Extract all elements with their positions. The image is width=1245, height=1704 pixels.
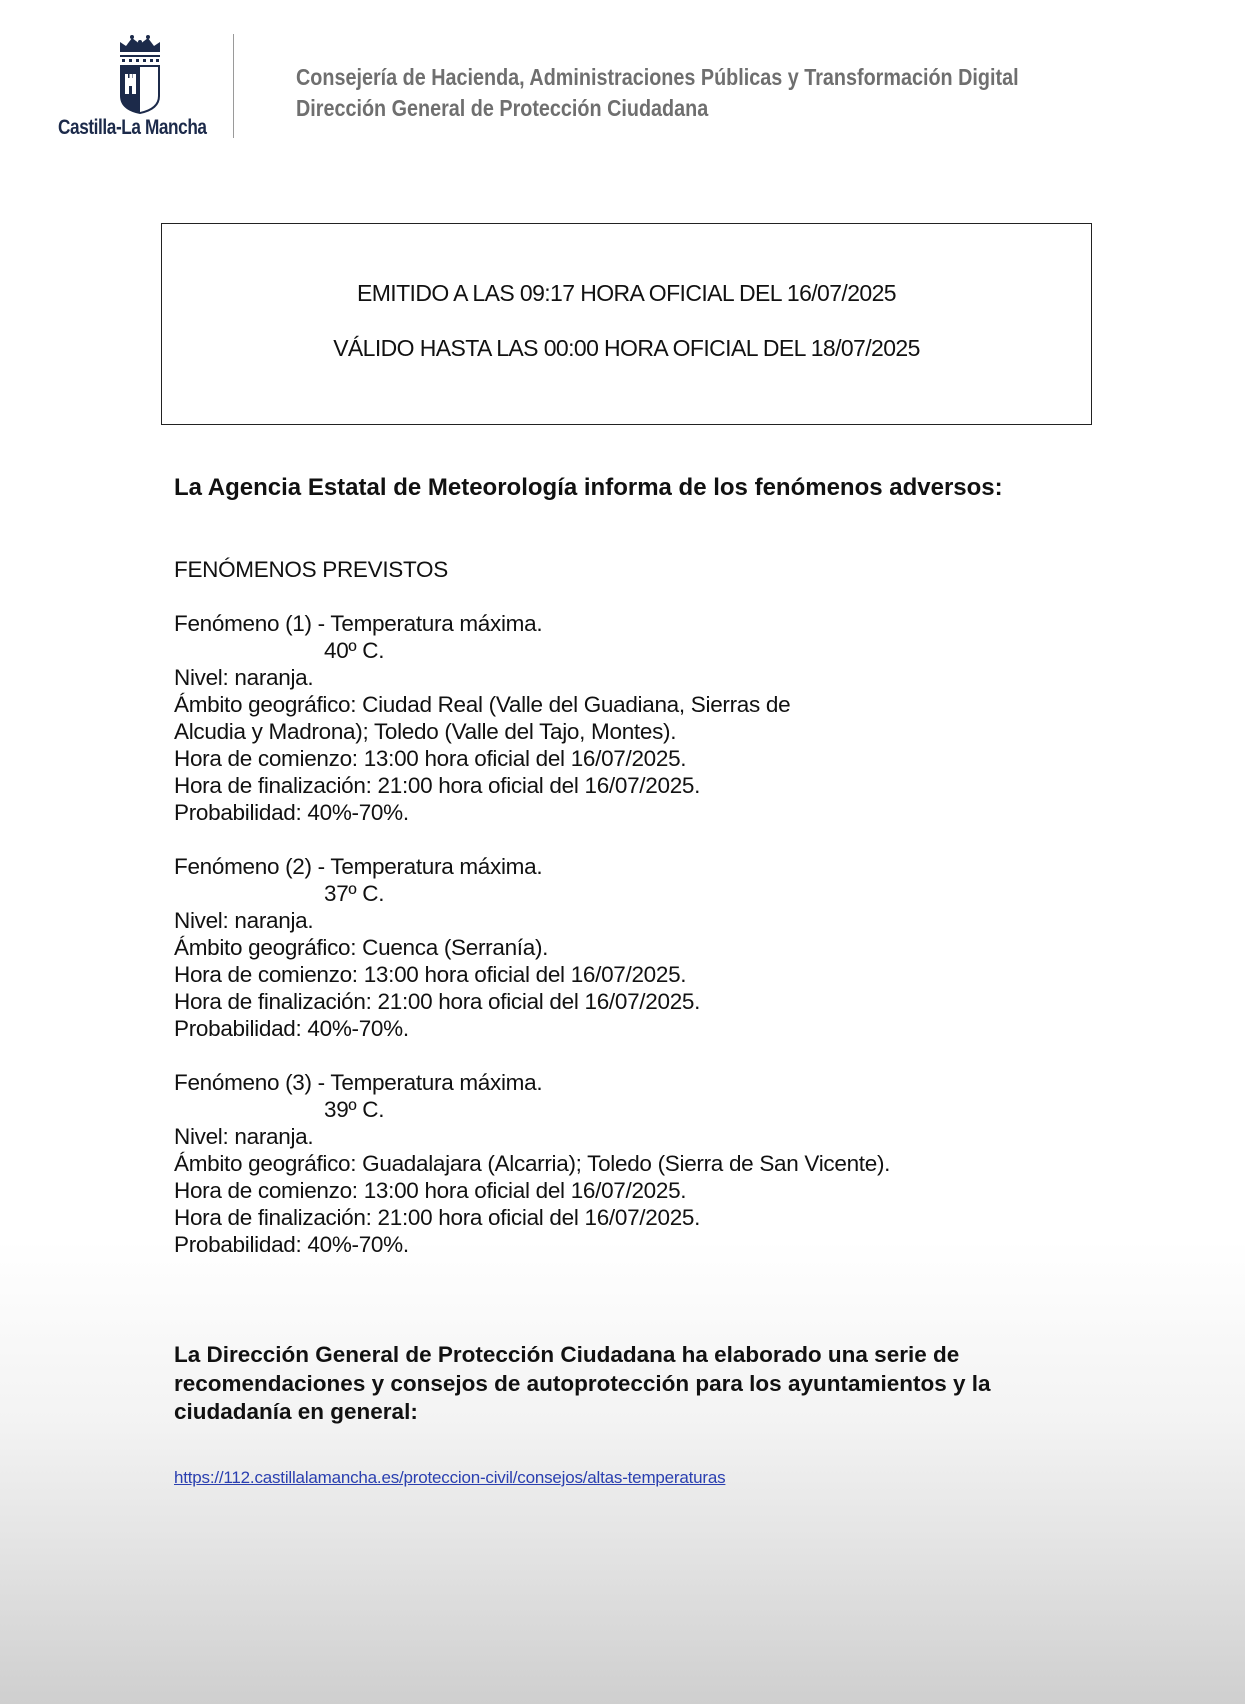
phenomenon-2 xyxy=(174,853,890,1042)
phenomenon-level: Nivel: naranja. xyxy=(174,665,314,690)
directorate-name: Dirección General de Protección Ciudadana xyxy=(296,95,709,121)
phenomenon-probability: Probabilidad: 40%-70%. xyxy=(174,800,409,825)
phenomenon-start: Hora de comienzo: 13:00 hora oficial del 16/07/2025. xyxy=(174,1178,687,1203)
recommendations-line: recomendaciones y consejos de autoprotección para los ayuntamientos y la xyxy=(174,1370,991,1396)
phenomenon-level: Nivel: naranja. xyxy=(174,908,314,933)
phenomenon-start: Hora de comienzo: 13:00 hora oficial del 16/07/2025. xyxy=(174,962,687,987)
phenomenon-title: Fenómeno (1) - Temperatura máxima. xyxy=(174,611,543,636)
emitted-time: EMITIDO A LAS 09:17 HORA OFICIAL DEL 16/07/2025 xyxy=(357,280,896,306)
forecast-title: FENÓMENOS PREVISTOS xyxy=(174,557,448,582)
recommendations-line: ciudadanía en general: xyxy=(174,1399,418,1424)
spacer xyxy=(174,826,890,853)
phenomenon-end: Hora de finalización: 21:00 hora oficial del 16/07/2025. xyxy=(174,1205,701,1230)
phenomenon-value: 37º C. xyxy=(324,881,385,906)
phenomenon-probability: Probabilidad: 40%-70%. xyxy=(174,1232,409,1257)
phenomenon-area: Ámbito geográfico: Ciudad Real (Valle del Guadiana, Sierras de xyxy=(174,692,791,717)
phenomenon-3 xyxy=(174,1069,890,1258)
phenomenon-start: Hora de comienzo: 13:00 hora oficial del 16/07/2025. xyxy=(174,746,687,771)
recommendations-link[interactable]: https://112.castillalamancha.es/proteccion-civil/consejos/altas-temperaturas xyxy=(174,1468,726,1487)
phenomenon-probability: Probabilidad: 40%-70%. xyxy=(174,1016,409,1041)
phenomenon-end: Hora de finalización: 21:00 hora oficial del 16/07/2025. xyxy=(174,773,701,798)
phenomenon-1 xyxy=(174,610,890,826)
recommendations-paragraph xyxy=(174,1341,991,1427)
recommendations-line: La Dirección General de Protección Ciudadana ha elaborado una serie de xyxy=(174,1342,960,1367)
issue-box xyxy=(161,223,1092,425)
logo-wordmark: Castilla-La Mancha xyxy=(58,116,207,139)
castle-crown-emblem-icon xyxy=(116,34,164,116)
phenomenon-value: 40º C. xyxy=(324,638,385,663)
spacer xyxy=(174,1042,890,1069)
castilla-la-mancha-logo xyxy=(58,34,228,144)
valid-until: VÁLIDO HASTA LAS 00:00 HORA OFICIAL DEL 18/07/2025 xyxy=(333,335,920,361)
phenomenon-value: 39º C. xyxy=(324,1097,385,1122)
phenomenon-end: Hora de finalización: 21:00 hora oficial del 16/07/2025. xyxy=(174,989,701,1014)
phenomenon-title: Fenómeno (3) - Temperatura máxima. xyxy=(174,1070,543,1095)
phenomenon-level: Nivel: naranja. xyxy=(174,1124,314,1149)
aemet-intro: La Agencia Estatal de Meteorología informa de los fenómenos adversos: xyxy=(174,474,1003,501)
phenomenon-area: Ámbito geográfico: Cuenca (Serranía). xyxy=(174,935,549,960)
phenomenon-area: Ámbito geográfico: Guadalajara (Alcarria); Toledo (Sierra de San Vicente). xyxy=(174,1151,891,1176)
department-name: Consejería de Hacienda, Administraciones Públicas y Transformación Digital xyxy=(296,64,1019,90)
phenomena-section xyxy=(174,556,890,1258)
phenomenon-title: Fenómeno (2) - Temperatura máxima. xyxy=(174,854,543,879)
phenomenon-area-continued: Alcudia y Madrona); Toledo (Valle del Tajo, Montes). xyxy=(174,719,677,744)
header-divider xyxy=(233,34,234,138)
header-title-block xyxy=(296,62,1019,124)
